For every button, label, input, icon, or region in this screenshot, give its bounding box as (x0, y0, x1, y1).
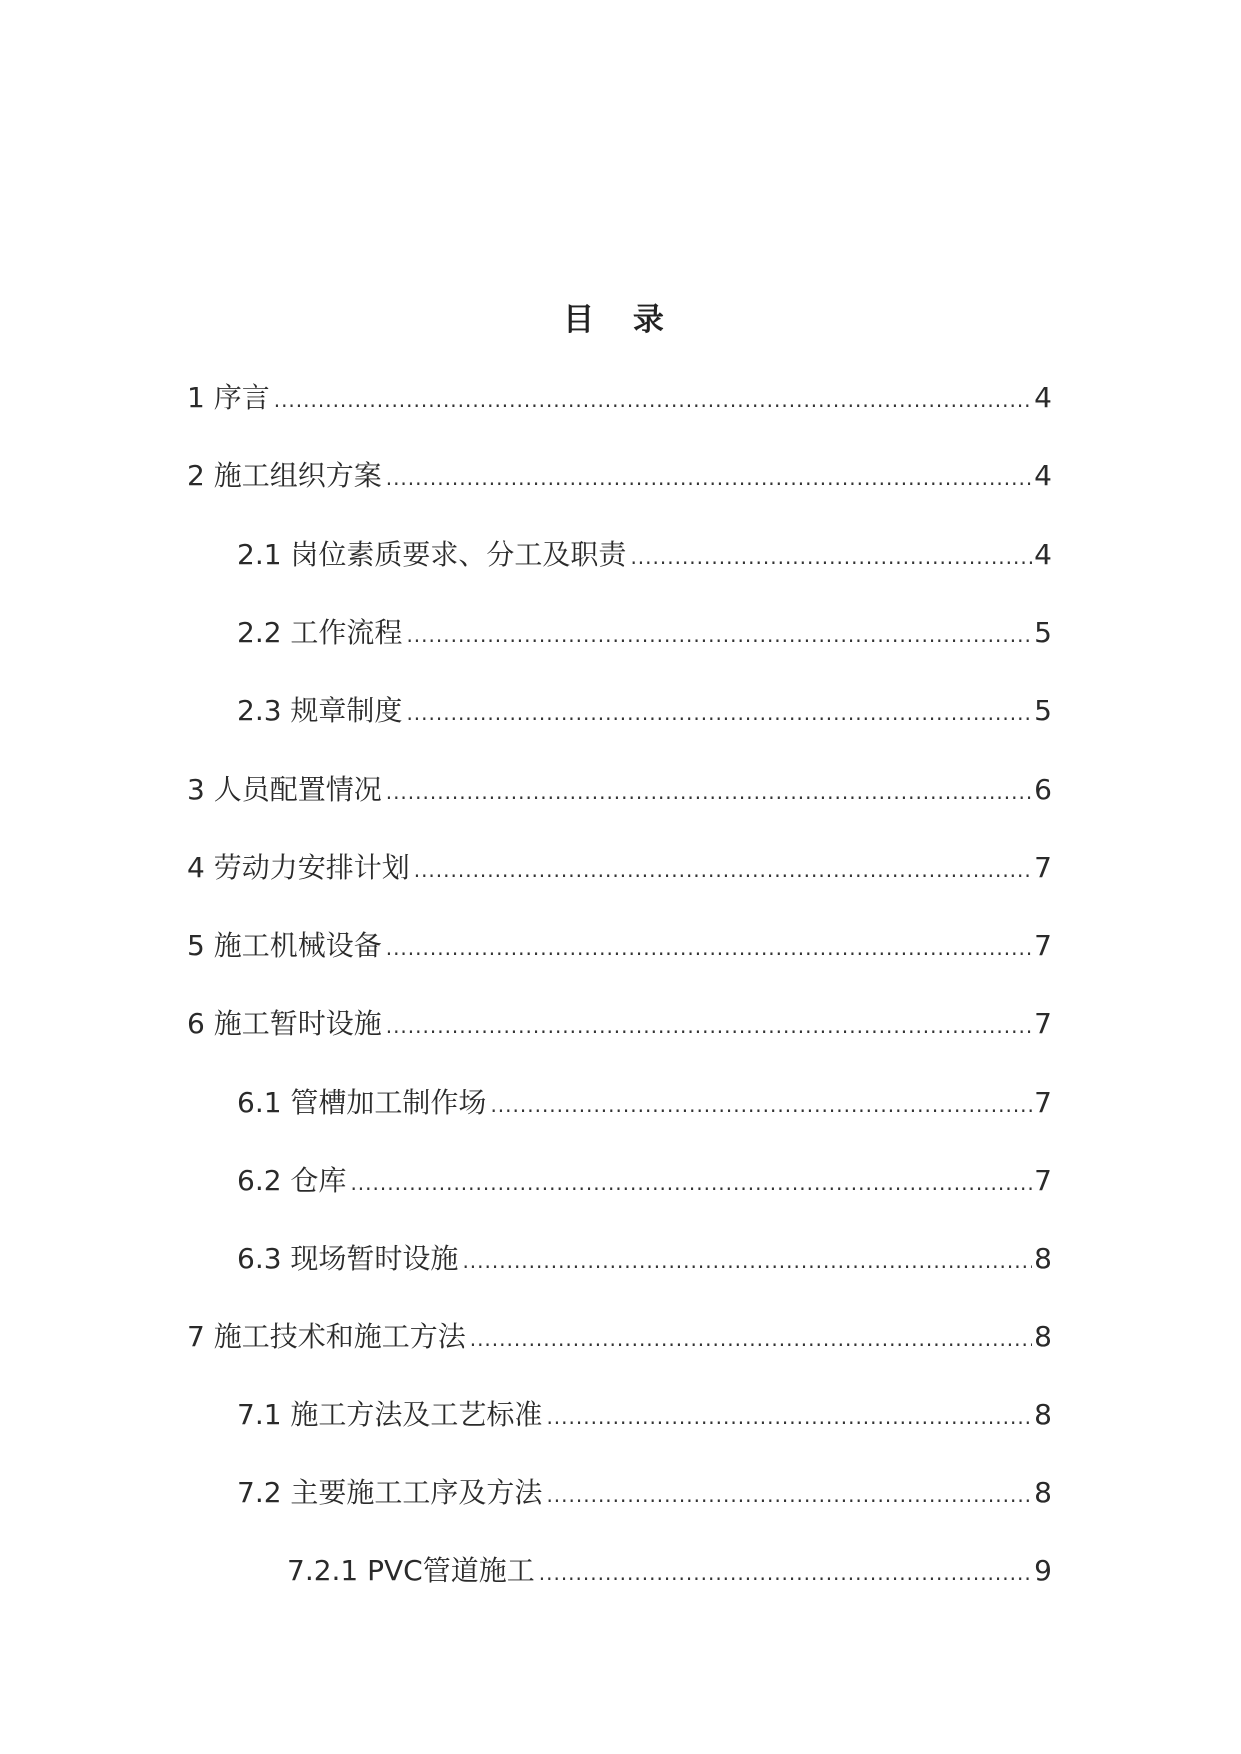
toc-entry[interactable] (237, 1081, 1052, 1125)
toc-leader-dots (386, 926, 1032, 970)
toc-page-number: 6 (1034, 773, 1052, 806)
toc-leader-dots (462, 1239, 1032, 1283)
toc-entry-text: 6.1 管槽加工制作场 (237, 1086, 487, 1119)
toc-page-number: 4 (1034, 381, 1052, 414)
toc-entry-text: 5 施工机械设备 (187, 929, 382, 962)
toc-leader-dots (490, 1083, 1032, 1127)
toc-leader-dots (546, 1395, 1032, 1439)
toc-entry[interactable] (237, 1159, 1052, 1203)
toc-page-number: 4 (1034, 538, 1052, 571)
toc-entry-text: 7.1 施工方法及工艺标准 (237, 1398, 543, 1431)
toc-page-number: 7 (1034, 1007, 1052, 1040)
toc-leader-dots (630, 535, 1032, 579)
toc-entry[interactable] (237, 533, 1052, 577)
toc-entry[interactable] (237, 1393, 1052, 1437)
toc-entry-text: 2.1 岗位素质要求、分工及职责 (237, 538, 627, 571)
toc-entry[interactable] (187, 1002, 1052, 1046)
toc-entry[interactable] (237, 689, 1052, 733)
toc-entry-text: 7.2 主要施工工序及方法 (237, 1476, 543, 1509)
toc-entry-text: 6.3 现场暂时设施 (237, 1242, 459, 1275)
toc-entry[interactable] (187, 1315, 1052, 1359)
toc-page-number: 8 (1034, 1398, 1052, 1431)
toc-leader-dots (546, 1473, 1032, 1517)
toc-entry[interactable] (187, 376, 1052, 420)
toc-entry-text: 1 序言 (187, 381, 270, 414)
toc-page-number: 7 (1034, 929, 1052, 962)
toc-leader-dots (386, 1004, 1032, 1048)
toc-leader-dots (470, 1317, 1032, 1361)
toc-entry-text: 2 施工组织方案 (187, 459, 382, 492)
toc-page-number: 7 (1034, 1164, 1052, 1197)
toc-leader-dots (350, 1161, 1032, 1205)
toc-page-number: 5 (1034, 694, 1052, 727)
toc-entry-text: 4 劳动力安排计划 (187, 851, 410, 884)
toc-entry-text: 6.2 仓库 (237, 1164, 347, 1197)
toc-entry-text: 2.3 规章制度 (237, 694, 403, 727)
toc-entry[interactable] (237, 1471, 1052, 1515)
toc-page-number: 8 (1034, 1242, 1052, 1275)
toc-page-number: 5 (1034, 616, 1052, 649)
toc-page-number: 7 (1034, 1086, 1052, 1119)
toc-leader-dots (386, 456, 1032, 500)
toc-entry-text: 6 施工暂时设施 (187, 1007, 382, 1040)
toc-leader-dots (386, 770, 1032, 814)
toc-leader-dots (274, 378, 1032, 422)
toc-entry[interactable] (237, 611, 1052, 655)
toc-leader-dots (406, 691, 1032, 735)
toc-page-number: 4 (1034, 459, 1052, 492)
toc-leader-dots (414, 848, 1032, 892)
toc-entry-text: 3 人员配置情况 (187, 773, 382, 806)
toc-page-number: 8 (1034, 1320, 1052, 1353)
toc-page-number: 9 (1034, 1554, 1052, 1587)
toc-page-number: 8 (1034, 1476, 1052, 1509)
toc-entry[interactable] (287, 1549, 1052, 1593)
toc-entry[interactable] (187, 924, 1052, 968)
toc-title: 目 录 (563, 302, 678, 338)
toc-leader-dots (539, 1551, 1032, 1595)
toc-entry-text: 7 施工技术和施工方法 (187, 1320, 466, 1353)
toc-entry[interactable] (187, 454, 1052, 498)
toc-leader-dots (406, 613, 1032, 657)
toc-entry[interactable] (237, 1237, 1052, 1281)
toc-entry[interactable] (187, 768, 1052, 812)
toc-entry[interactable] (187, 846, 1052, 890)
toc-entry-text: 2.2 工作流程 (237, 616, 403, 649)
toc-entry-text: 7.2.1 PVC管道施工 (287, 1554, 535, 1587)
toc-page-number: 7 (1034, 851, 1052, 884)
